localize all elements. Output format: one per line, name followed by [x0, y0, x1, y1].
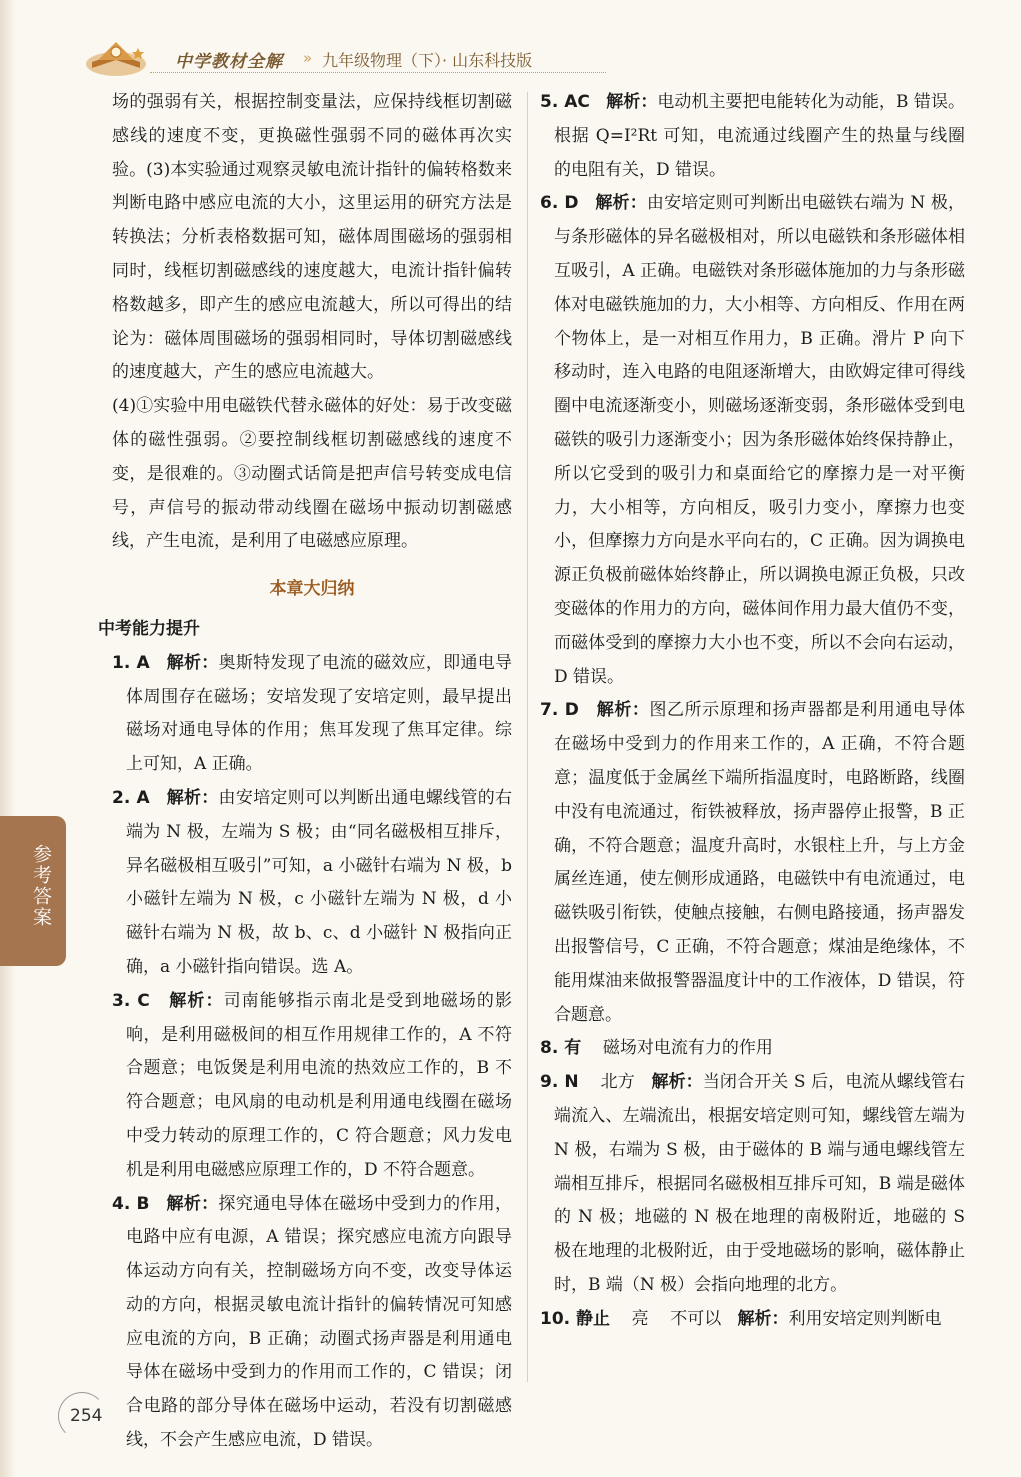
- answer-item: [112, 1188, 513, 1458]
- answer-item: [540, 1303, 965, 1337]
- analysis-label: 解析：: [651, 1072, 703, 1093]
- answer-number: 5. AC: [540, 92, 590, 112]
- answer-number: 10. 静止: [540, 1308, 611, 1329]
- book-title: 中学教材全解: [175, 52, 283, 72]
- answer-item: [112, 647, 513, 782]
- answer-text: 由安培定则可判断出电磁铁右端为 N 极，与条形磁体的异名磁极相对，所以电磁铁和条形磁体相互吸引，A 正确。电磁铁对条形磁体施加的力与条形磁体对电磁铁施加的力，大小相等、方向相反、作用在两个物体上，是一对相互作用力，B 正确。滑片 P 向下移动时，连入电路的电阻逐渐增大，由欧姆定律可得线圈中电流逐渐变小，则磁场逐渐变弱，条形磁体受到电磁铁的吸引力逐渐变小；因为条形磁体始终保持静止，所以它受到的吸引力和桌面给它的摩擦力是一对平衡力，大小相等，方向相反，吸引力变小，摩擦力也变小，但摩擦力方向是水平向右的，C 正确。因为调换电源正负极前磁体始终静止，所以调换电源正负极，只改变磁体的作用力的方向，磁体间作用力最大值仍不变，而磁体受到的摩擦力大小也不变，所以不会向右运动，D 错误。: [554, 193, 966, 687]
- side-tab-label: 参考答案: [30, 844, 52, 928]
- answer-number: 9. N: [540, 1072, 579, 1093]
- column-divider: [527, 92, 528, 1382]
- analysis-label: 解析：: [169, 990, 224, 1011]
- analysis-label: 解析：: [595, 193, 647, 214]
- answer-text: 磁场对电流有力的作用: [602, 1038, 773, 1059]
- book-subtitle: 九年级物理（下）· 山东科技版: [322, 51, 533, 70]
- answer-text: 奥斯特发现了电流的磁效应，即通电导体周围存在磁场；安培发现了安培定则，最早提出磁场对通电导体的作用；焦耳发现了焦耳定律。综上可知，A 正确。: [126, 652, 513, 775]
- answer-blank: 不可以: [670, 1308, 722, 1329]
- answer-text: 当闭合开关 S 后，电流从螺线管右端流入、左端流出，根据安培定则可知，螺线管左端为 N 极，右端为 S 极，由于磁体的 B 端与通电螺线管左端相互排斥，根据同名磁极相互排斥可知，B 端是磁体的 N 极；地磁的 N 极在地理的南极附近，地磁的 S 极在地理的北极附近，由于受地磁场的影响，磁体静止时，B 端（N 极）会指向地理的北方。: [554, 1072, 966, 1295]
- answer-number: 4. B: [112, 1193, 150, 1214]
- answer-item: [540, 86, 966, 187]
- answer-blank: 亮: [631, 1308, 649, 1329]
- answer-text: 图乙所示原理和扬声器都是利用通电导体在磁场中受到力的作用来工作的，A 正确，不符合题意；温度低于金属丝下端所指温度时，电路断路，线圈中没有电流通过，衔铁被释放，扬声器停止报警，B 正确，不符合题意；温度升高时，水银柱上升，与上方金属丝连通，使左侧形成通路，电磁铁中有电流通过，电磁铁吸引衔铁，使触点接触，右侧电路接通，扬声器发出报警信号，C 正确，不符合题意；煤油是绝缘体，不能用煤油来做报警器温度计中的工作液体，D 错误，符合题意。: [554, 700, 966, 1025]
- book-logo-icon: [84, 34, 148, 78]
- chevron-right-icon: »: [303, 49, 313, 67]
- answer-number: 7. D: [540, 700, 579, 721]
- chapter-heading: 本章大归纳: [269, 579, 355, 600]
- answer-text: 由安培定则可以判断出通电螺线管的右端为 N 极，左端为 S 极；由“同名磁极相互排斥，异名磁极相互吸引”可知，a 小磁针右端为 N 极，b 小磁针左端为 N 极，c 小磁针左端为 N 极，d 小磁针右端为 N 极，故 b、c、d 小磁针 N 极指向正确，a 小磁针指向错误。选 A。: [126, 787, 513, 977]
- analysis-label: 解析：: [606, 92, 658, 112]
- answer-text: 司南能够指示南北是受到地磁场的影响，是利用磁极间的相互作用规律工作的，A 不符合题意；电饭煲是利用电流的热效应工作的，B 不符合题意；电风扇的电动机是利用通电线圈在磁场中受力转动的原理工作的，C 符合题意；风力发电机是利用电磁感应原理工作的，D 不符合题意。: [126, 990, 513, 1180]
- answer-item: [540, 694, 966, 1032]
- answer-item: [540, 1032, 965, 1066]
- right-column: [540, 86, 965, 1336]
- answer-number: 2. A: [112, 787, 150, 808]
- answer-number: 1. A: [112, 652, 150, 673]
- page-header: [0, 0, 1021, 82]
- paragraph: 场的强弱有关，根据控制变量法，应保持线框切割磁感线的速度不变，更换磁性强弱不同的磁体再次实验。(3)本实验通过观察灵敏电流计指针的偏转格数来判断电路中感应电流的大小，这里运用的研究方法是转换法；分析表格数据可知，磁体周围磁场的强弱相同时，线框切割磁感线的速度越大，电流计指针偏转格数越多，即产生的感应电流越大，所以可得出的结论为：磁体周围磁场的强弱相同时，导体切割磁感线的速度越大，产生的感应电流越大。: [112, 92, 512, 383]
- answer-text: 电动机主要把电能转化为动能，B 错误。根据 Q=I²Rt 可知，电流通过线圈产生的热量与线圈的电阻有关，D 错误。: [554, 92, 966, 180]
- analysis-label: 解析：: [166, 787, 219, 808]
- answer-number: 8. 有: [540, 1038, 582, 1059]
- side-tab-answers: [0, 816, 66, 966]
- book-spine-shadow: [0, 0, 16, 1477]
- section-heading: 中考能力提升: [98, 618, 200, 639]
- answer-item: [112, 985, 513, 1188]
- answer-text: 利用安培定则判断电: [788, 1308, 942, 1329]
- answer-number: 6. D: [540, 193, 579, 214]
- analysis-label: 解析：: [166, 652, 219, 673]
- answer-item: [540, 187, 966, 694]
- header-divider: [150, 72, 606, 73]
- analysis-label: 解析：: [737, 1308, 789, 1329]
- page-number: 254: [70, 1406, 103, 1426]
- left-column: [98, 86, 513, 1458]
- answer-item: [540, 1066, 966, 1303]
- answer-text: 探究通电导体在磁场中受到力的作用，电路中应有电源，A 错误；探究感应电流方向跟导体运动方向有关，控制磁场方向不变，改变导体运动的方向，根据灵敏电流计指针的偏转情况可知感应电流的方向，B 正确；动圈式扬声器是利用通电导体在磁场中受到力的作用而工作的，C 错误；闭合电路的部分导体在磁场中运动，若没有切割磁感线，不会产生感应电流，D 错误。: [126, 1193, 513, 1451]
- analysis-label: 解析：: [596, 700, 650, 721]
- answer-item: [112, 782, 513, 985]
- analysis-label: 解析：: [166, 1193, 219, 1214]
- answer-number: 3. C: [112, 990, 150, 1011]
- paragraph: (4)①实验中用电磁铁代替永磁体的好处：易于改变磁体的磁性强弱。②要控制线框切割磁感线的速度不变，是很难的。③动圈式话筒是把声信号转变成电信号，声信号的振动带动线圈在磁场中振动切割磁感线，产生电流，是利用了电磁感应原理。: [112, 396, 512, 552]
- answer-blank: 北方: [600, 1072, 635, 1093]
